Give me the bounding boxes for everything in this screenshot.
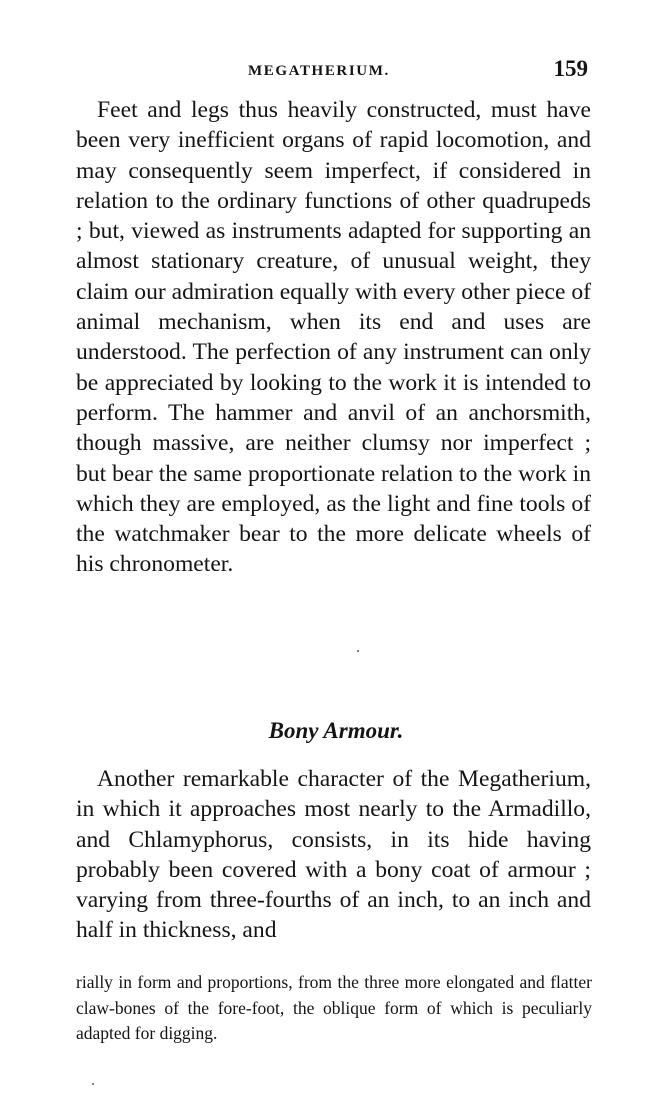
page-number: 159 [553, 56, 588, 81]
page-header [76, 56, 588, 90]
footnote: rially in form and proportions, from the three more elongated and flatter claw-bones of the fore-foot, the oblique form of which is peculiarly adapted for digging. [76, 972, 592, 1043]
body-paragraph-2: Another remarkable character of the Megatherium, in which it approaches most nearly to the Armadillo, and Chlamyphorus, consists, in its hide having probably been covered with a bony coat of armour ; varying from three-fourths of an inch, to an inch and half in thickness, and [76, 766, 591, 944]
ink-speck [357, 650, 359, 652]
section-heading: Bony Armour. [268, 718, 404, 743]
body-paragraph-1: Feet and legs thus heavily constructed, must have been very inefficient organs of rapid locomotion, and may consequently seem imperfect, if considered in relation to the ordinary functions of other quadrupeds ; but, viewed as instruments adapted for supporting an almost stationary creature, of unusual weight, they claim our admiration equally with every other piece of animal mechanism, when its end and uses are understood. The perfection of any instrument can only be appreciated by looking to the work it is intended to perform. The hammer and anvil of an anchorsmith, though massive, are neither clumsy nor imperfect ; but bear the same proportionate relation to the work in which they are employed, as the light and fine tools of the watchmaker bear to the more delicate wheels of his chronometer. [76, 97, 591, 578]
running-head: MEGATHERIUM. [248, 63, 390, 79]
ink-speck [92, 1083, 94, 1085]
